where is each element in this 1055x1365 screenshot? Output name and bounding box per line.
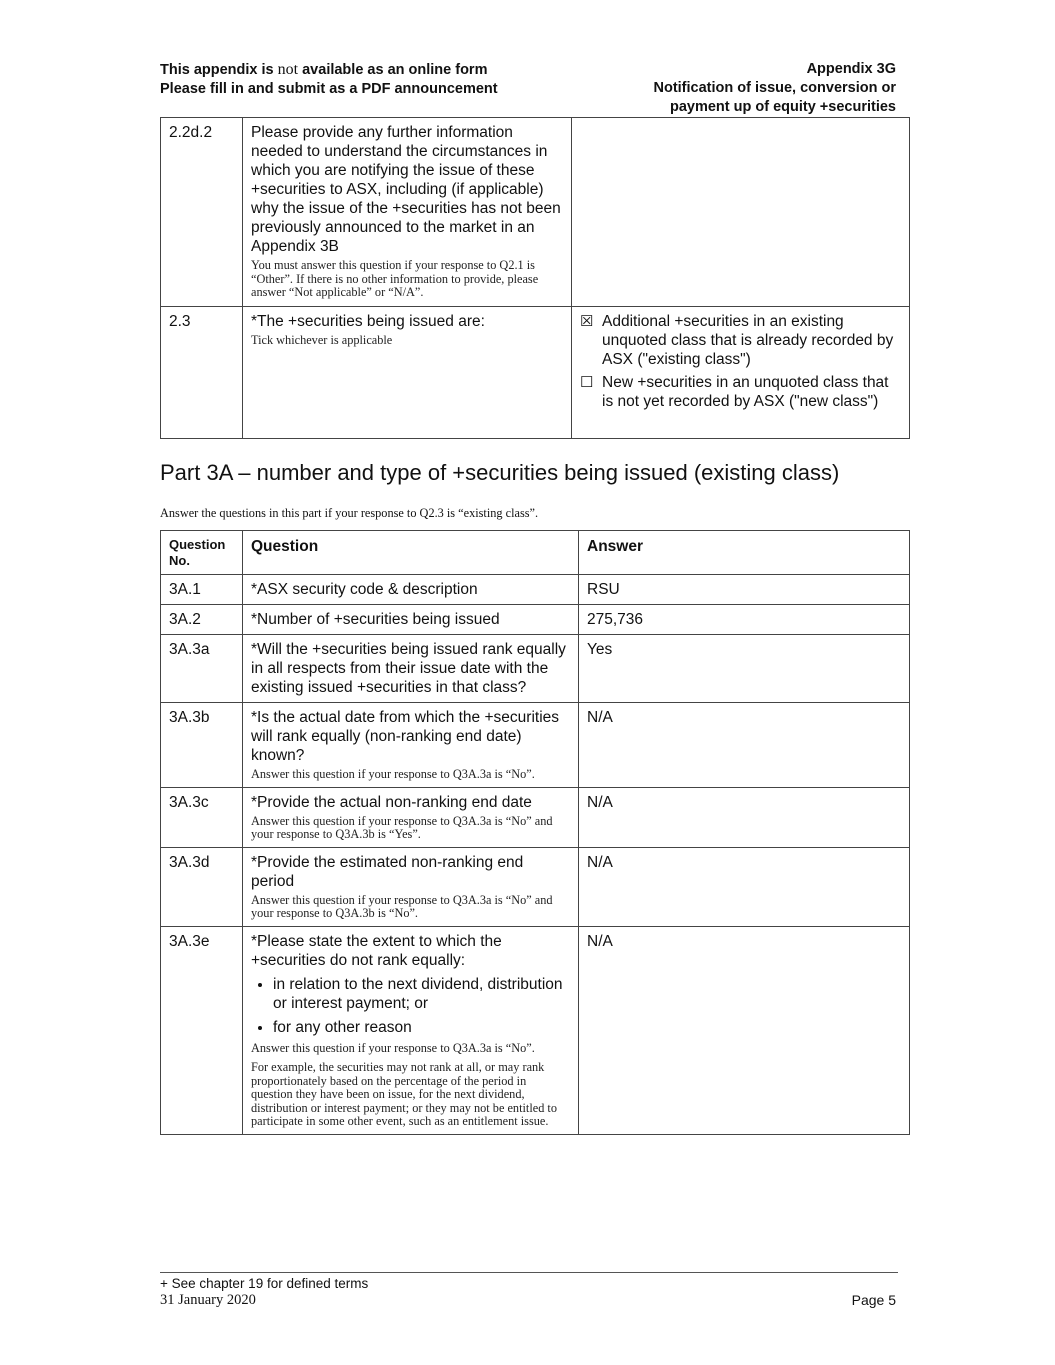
question-no: 3A.3d (161, 847, 243, 926)
question-text: *Number of +securities being issued (243, 605, 579, 635)
answer-field[interactable]: 275,736 (579, 605, 910, 635)
question-cell (243, 703, 579, 788)
question-note: Tick whichever is applicable (251, 333, 393, 347)
question-cell (243, 307, 572, 439)
question-text: *Please state the extent to which the +securities do not rank equally: (251, 932, 502, 969)
answer-field[interactable]: Yes (579, 635, 910, 703)
checkbox-unchecked-icon[interactable]: ☐ (580, 374, 594, 391)
part3a-table (160, 530, 910, 1135)
table-row (161, 307, 910, 439)
header-left (160, 60, 498, 99)
question-no: 3A.1 (161, 575, 243, 605)
checkbox-checked-icon[interactable]: ☒ (580, 313, 594, 330)
option-label: New +securities in an unquoted class that is not yet recorded by ASX ("new class") (602, 374, 889, 410)
question-text: *Will the +securities being issued rank equally in all respects from their issue date with the existing issued +securities in that class? (243, 635, 579, 703)
bullet-list (251, 975, 570, 1037)
part3a-title: Part 3A – number and type of +securities being issued (existing class) (160, 460, 840, 485)
answer-field[interactable] (572, 118, 910, 307)
question-cell (243, 787, 579, 847)
part2-table (160, 117, 910, 439)
table-row (161, 703, 910, 788)
col-header-question-no: Question No. (161, 531, 243, 575)
question-no: 2.2d.2 (161, 118, 243, 307)
option-existing-class[interactable] (580, 312, 901, 369)
table-row (161, 847, 910, 926)
question-cell (243, 926, 579, 1134)
appendix-subtitle-1: Notification of issue, conversion or (653, 80, 896, 96)
question-no: 3A.2 (161, 605, 243, 635)
question-note: Answer this question if your response to Q3A.3a is “No” and your response to Q3A.3b is “Yes”. (251, 813, 553, 841)
question-text: *Provide the estimated non-ranking end period (251, 853, 524, 890)
appendix-title: Appendix 3G (806, 61, 896, 77)
header-right (653, 60, 896, 117)
header-online-form-note: This appendix is not available as an online form (160, 61, 488, 78)
question-note: You must answer this question if your response to Q2.1 is “Other”. If there is no other information to provide, please answer “Not applicable” or “N/A”. (251, 258, 539, 299)
bullet-item: • in relation to the next dividend, distribution or interest payment; or (273, 975, 570, 1013)
answer-field[interactable]: N/A (579, 787, 910, 847)
table-row (161, 575, 910, 605)
question-text: *Provide the actual non-ranking end date (251, 793, 532, 811)
footer-date: 31 January 2020 (160, 1292, 256, 1308)
question-text: *The +securities being issued are: (251, 313, 485, 330)
option-new-class[interactable] (580, 373, 901, 411)
answer-field[interactable]: N/A (579, 926, 910, 1134)
table-row (161, 605, 910, 635)
bullet-item: • for any other reason (273, 1018, 570, 1037)
table-row (161, 787, 910, 847)
page-number: Page 5 (851, 1292, 896, 1308)
question-text: *Is the actual date from which the +securities will rank equally (non-ranking end date) known? (251, 709, 560, 764)
col-header-answer: Answer (579, 531, 910, 575)
answer-field[interactable]: N/A (579, 703, 910, 788)
table-row (161, 118, 910, 307)
option-label: Additional +securities in an existing unquoted class that is already recorded by ASX ("existing class") (602, 313, 894, 368)
question-note: Answer this question if your response to Q3A.3a is “No” and your response to Q3A.3b is “No”. (251, 892, 553, 920)
question-example-note: For example, the securities may not rank at all, or may rank proportionately based on the percentage of the period in question they have been on issue, for the next dividend, distribution or interest payment; or they may not be entitled to participate in some other event, such as an entitlement issue. (251, 1060, 557, 1128)
answer-options (572, 307, 910, 439)
header-pdf-note: Please fill in and submit as a PDF announcement (160, 81, 498, 97)
footer-terms: + See chapter 19 for defined terms (160, 1276, 369, 1291)
table-row (161, 635, 910, 703)
part3a-note: Answer the questions in this part if your response to Q2.3 is “existing class”. (160, 506, 539, 520)
question-no: 3A.3b (161, 703, 243, 788)
table-header-row (161, 531, 910, 575)
question-note: Answer this question if your response to Q3A.3a is “No”. (251, 1040, 535, 1055)
col-header-question: Question (243, 531, 579, 575)
question-no: 3A.3a (161, 635, 243, 703)
table-row (161, 926, 910, 1134)
question-text: *ASX security code & description (243, 575, 579, 605)
question-text: Please provide any further information needed to understand the circumstances in which you are notifying the issue of these +securities to ASX, including (if applicable) why the issue of the +securities has not been previously announced to the market in an Appendix 3B (251, 124, 561, 255)
appendix-subtitle-2: payment up of equity +securities (669, 99, 896, 115)
question-cell (243, 847, 579, 926)
question-no: 2.3 (161, 307, 243, 439)
question-no: 3A.3c (161, 787, 243, 847)
footer-divider (160, 1272, 898, 1273)
question-no: 3A.3e (161, 926, 243, 1134)
answer-field[interactable]: N/A (579, 847, 910, 926)
question-cell (243, 118, 572, 307)
answer-field[interactable]: RSU (579, 575, 910, 605)
question-note: Answer this question if your response to Q3A.3a is “No”. (251, 767, 535, 781)
